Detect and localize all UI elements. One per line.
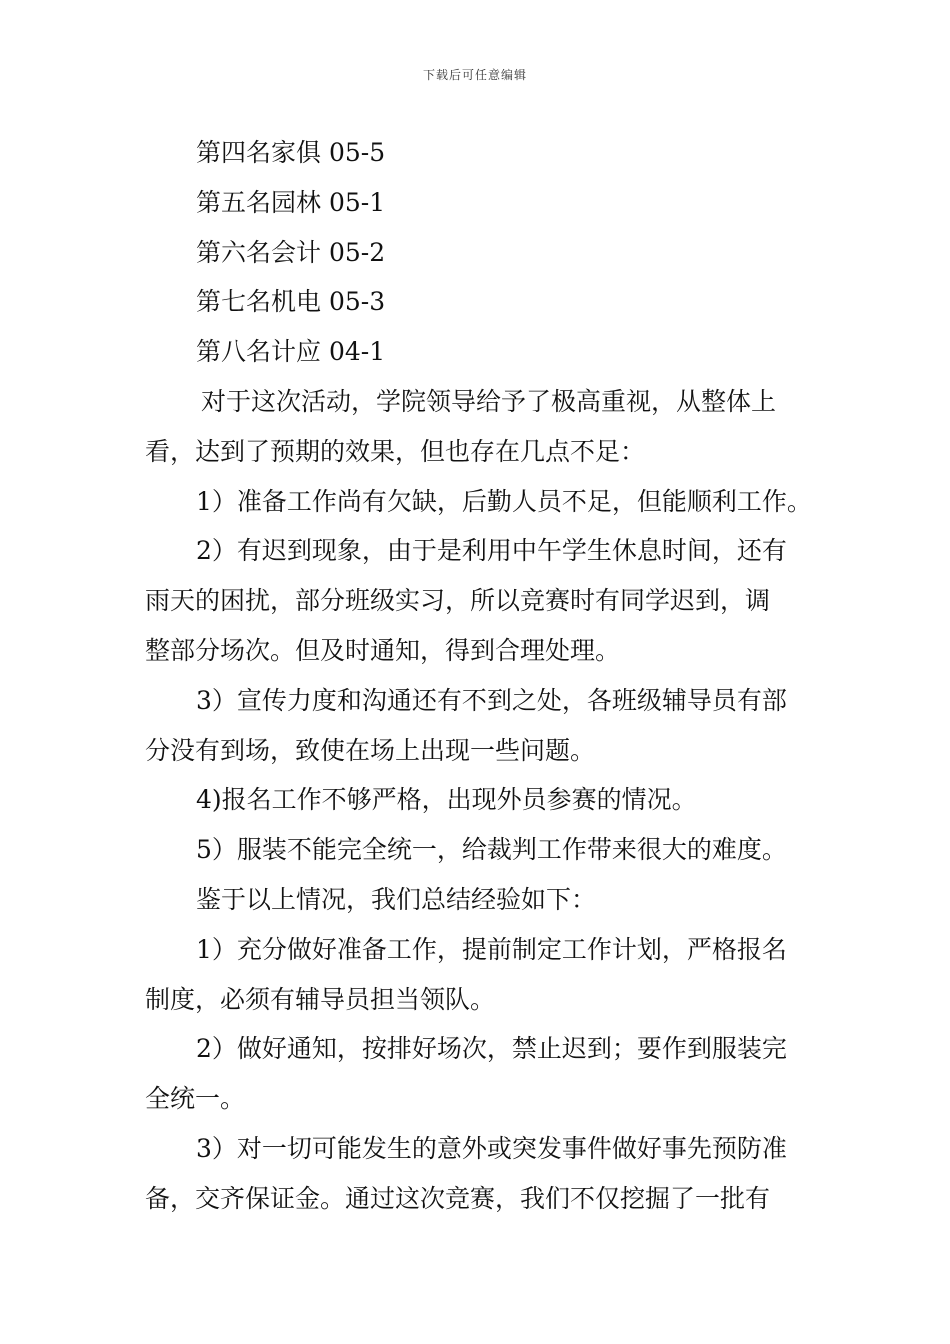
list-item-line: 4)报名工作不够严格，出现外员参赛的情况。 [196,785,697,815]
ranking-line-6: 第六名会计 05-2 [196,237,386,267]
document-body [145,128,813,1224]
paragraph-line: 备，交齐保证金。通过这次竞赛，我们不仅挖掘了一批有 [145,1183,771,1213]
ranking-line-4: 第四名家俱 05-5 [196,138,386,167]
list-item-line: 1）充分做好准备工作，提前制定工作计划，严格报名 [196,934,787,964]
list-item-line: 3）对一切可能发生的意外或突发事件做好事先预防准 [196,1133,787,1163]
list-item-line: 3）宣传力度和沟通还有不到之处，各班级辅导员有部 [196,685,787,715]
paragraph-line: 鉴于以上情况，我们总结经验如下： [196,884,597,914]
list-item-line: 2）做好通知，按排好场次，禁止迟到；要作到服装完 [196,1034,787,1064]
list-item-line: 1）准备工作尚有欠缺，后勤人员不足，但能顺利工作。 [196,486,812,516]
ranking-line-5: 第五名园林 05-1 [196,187,386,217]
page-header: 下载后可任意编辑 [422,68,527,82]
paragraph-line: 分没有到场，致使在场上出现一些问题。 [145,735,596,765]
ranking-line-8: 第八名计应 04-1 [196,337,386,367]
paragraph-line: 整部分场次。但及时通知，得到合理处理。 [145,635,621,665]
paragraph-line: 全统一。 [145,1084,246,1114]
paragraph-line: 制度，必须有辅导员担当领队。 [145,984,496,1014]
paragraph-line: 对于这次活动，学院领导给予了极高重视，从整体上 [201,386,777,416]
paragraph-line: 雨天的困扰，部分班级实习，所以竞赛时有同学迟到，调 [145,586,771,616]
list-item-line: 2）有迟到现象，由于是利用中午学生休息时间，还有 [196,536,787,566]
paragraph-line: 看，达到了预期的效果，但也存在几点不足： [145,436,646,466]
list-item-line: 5）服装不能完全统一，给裁判工作带来很大的难度。 [196,835,787,865]
ranking-line-7: 第七名机电 05-3 [196,287,386,317]
